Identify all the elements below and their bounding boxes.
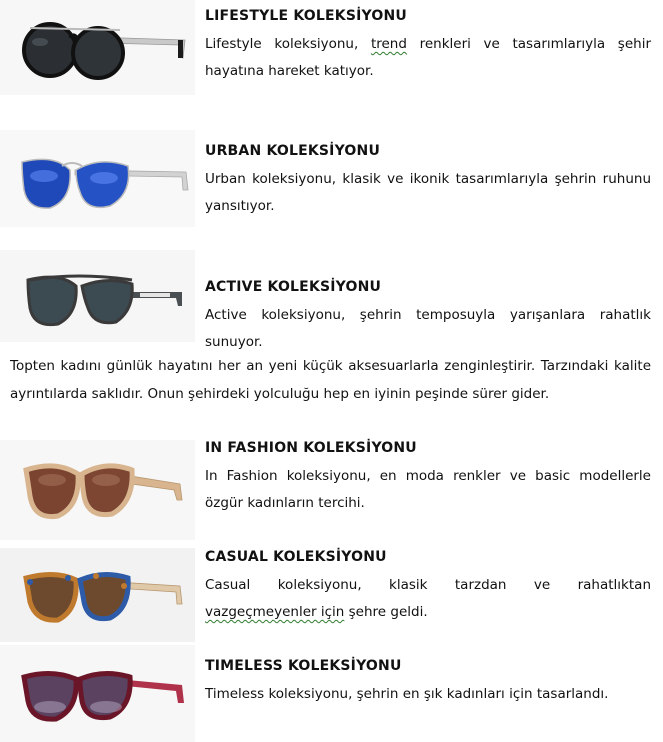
casual-section xyxy=(205,549,651,626)
in-fashion-title: IN FASHION KOLEKSİYONU xyxy=(205,440,417,456)
lifestyle-sunglasses-image xyxy=(0,0,195,95)
casual-description: Casual koleksiyonu, klasik tarzdan ve rahatlıktan vazgeçmeyenler için şehre geldi. xyxy=(205,577,651,620)
active-title: ACTIVE KOLEKSİYONU xyxy=(205,279,382,295)
casual-sunglasses-image xyxy=(0,548,195,642)
active-sunglasses-image xyxy=(0,250,195,342)
blue-mirror-aviator-sunglasses-icon xyxy=(0,130,195,227)
burgundy-sunglasses-icon xyxy=(0,645,195,742)
timeless-sunglasses-image xyxy=(0,645,195,742)
lifestyle-title: LIFESTYLE KOLEKSİYONU xyxy=(205,8,407,24)
urban-section xyxy=(205,143,651,220)
lifestyle-section xyxy=(205,8,651,85)
active-section xyxy=(205,279,651,356)
in-fashion-description: In Fashion koleksiyonu, en moda renkler ve basic modellerle özgür kadınların tercihi. xyxy=(205,468,651,511)
urban-title: URBAN KOLEKSİYONU xyxy=(205,143,381,159)
black-round-sunglasses-icon xyxy=(0,0,195,95)
tortoise-sunglasses-icon xyxy=(0,548,195,642)
casual-title: CASUAL KOLEKSİYONU xyxy=(205,549,387,565)
timeless-description: Timeless koleksiyonu, şehrin en şık kadınları için tasarlandı. xyxy=(205,686,609,702)
urban-description: Urban koleksiyonu, klasik ve ikonik tasarımlarıyla şehrin ruhunu yansıtıyor. xyxy=(205,171,651,214)
timeless-title: TIMELESS KOLEKSİYONU xyxy=(205,658,402,674)
in-fashion-sunglasses-image xyxy=(0,440,195,540)
lifestyle-description: Lifestyle koleksiyonu, trend renkleri ve tasarımlarıyla şehir hayatına hareket katıyor. xyxy=(205,36,651,79)
intro-paragraph: Topten kadını günlük hayatını her an yeni küçük aksesuarlarla zenginleştirir. Tarzındaki kalite ayrıntılarda saklıdır. Onun şehirdeki yolculuğu hep en iyinin peşinde sürer gider. xyxy=(10,358,651,402)
timeless-section xyxy=(205,658,651,708)
urban-sunglasses-image xyxy=(0,130,195,227)
grey-sport-aviator-sunglasses-icon xyxy=(0,250,195,342)
active-description: Active koleksiyonu, şehrin temposuyla yarışanlara rahatlık sunuyor. xyxy=(205,307,651,350)
in-fashion-section xyxy=(205,440,651,517)
beige-cat-eye-sunglasses-icon xyxy=(0,440,195,540)
